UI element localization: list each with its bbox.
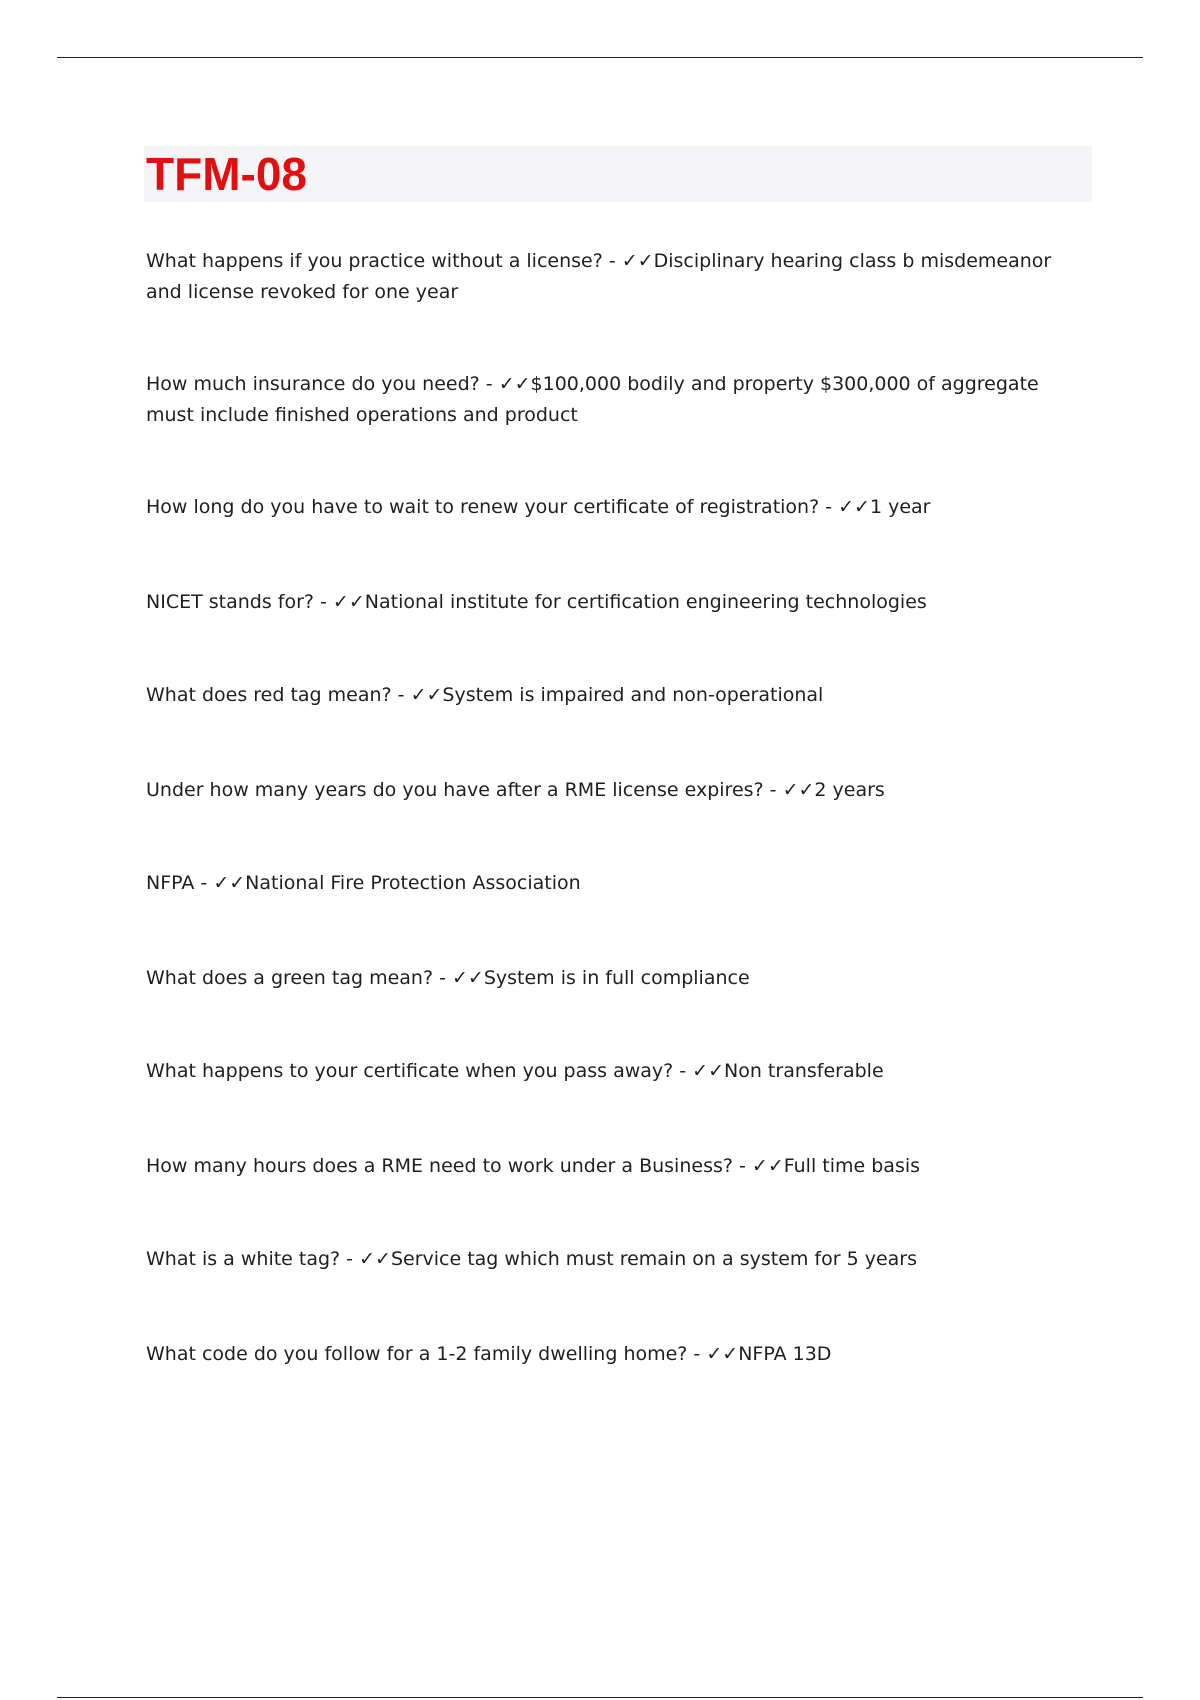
question-text: NFPA -: [146, 872, 208, 894]
check-mark-icon: ✓✓: [751, 1155, 784, 1177]
answer-text: Service tag which must remain on a system for 5 years: [390, 1248, 918, 1270]
bottom-divider: [57, 1697, 1143, 1698]
answer-text: Non transferable: [724, 1060, 884, 1082]
answer-text: NFPA 13D: [738, 1343, 832, 1365]
answer-text: Disciplinary hearing class b misdemeanor and license revoked for one year: [146, 250, 1052, 303]
qa-item: [146, 1339, 831, 1370]
check-mark-icon: ✓✓: [498, 373, 531, 395]
qa-item: [146, 868, 581, 899]
check-mark-icon: ✓✓: [621, 250, 654, 272]
qa-item: [146, 492, 931, 523]
answer-text: Full time basis: [783, 1155, 921, 1177]
top-divider: [57, 57, 1143, 58]
check-mark-icon: ✓✓: [782, 779, 815, 801]
check-mark-icon: ✓✓: [692, 1060, 725, 1082]
answer-text: System is impaired and non-operational: [442, 684, 824, 706]
answer-text: National Fire Protection Association: [245, 872, 581, 894]
question-text: How long do you have to wait to renew your certificate of registration? -: [146, 496, 833, 518]
qa-item: [146, 1056, 884, 1087]
qa-item: [146, 963, 750, 994]
qa-item: [146, 1244, 917, 1275]
question-text: What code do you follow for a 1-2 family dwelling home? -: [146, 1343, 701, 1365]
question-text: How much insurance do you need? -: [146, 373, 493, 395]
qa-item: [146, 587, 927, 618]
check-mark-icon: ✓✓: [332, 591, 365, 613]
answer-text: 1 year: [869, 496, 931, 518]
qa-item: [146, 775, 885, 806]
question-text: NICET stands for? -: [146, 591, 327, 613]
check-mark-icon: ✓✓: [410, 684, 443, 706]
question-text: How many hours does a RME need to work under a Business? -: [146, 1155, 746, 1177]
qa-item: [146, 1151, 920, 1182]
check-mark-icon: ✓✓: [213, 872, 246, 894]
answer-text: National institute for certification engineering technologies: [364, 591, 927, 613]
check-mark-icon: ✓✓: [838, 496, 870, 518]
check-mark-icon: ✓✓: [706, 1343, 739, 1365]
check-mark-icon: ✓✓: [451, 967, 484, 989]
question-text: What does a green tag mean? -: [146, 967, 446, 989]
question-text: What happens if you practice without a license? -: [146, 250, 616, 272]
question-text: Under how many years do you have after a RME license expires? -: [146, 779, 777, 801]
answer-text: 2 years: [814, 779, 885, 801]
question-text: What happens to your certificate when you pass away? -: [146, 1060, 687, 1082]
answer-text: $100,000 bodily and property $300,000 of aggregate must include finished operations and product: [146, 373, 1039, 426]
answer-text: System is in full compliance: [483, 967, 750, 989]
document-title: TFM-08: [146, 148, 307, 200]
qa-item: [146, 680, 823, 711]
question-text: What does red tag mean? -: [146, 684, 405, 706]
check-mark-icon: ✓✓: [359, 1248, 391, 1270]
qa-item: [146, 246, 1066, 308]
question-text: What is a white tag? -: [146, 1248, 354, 1270]
qa-item: [146, 369, 1066, 431]
